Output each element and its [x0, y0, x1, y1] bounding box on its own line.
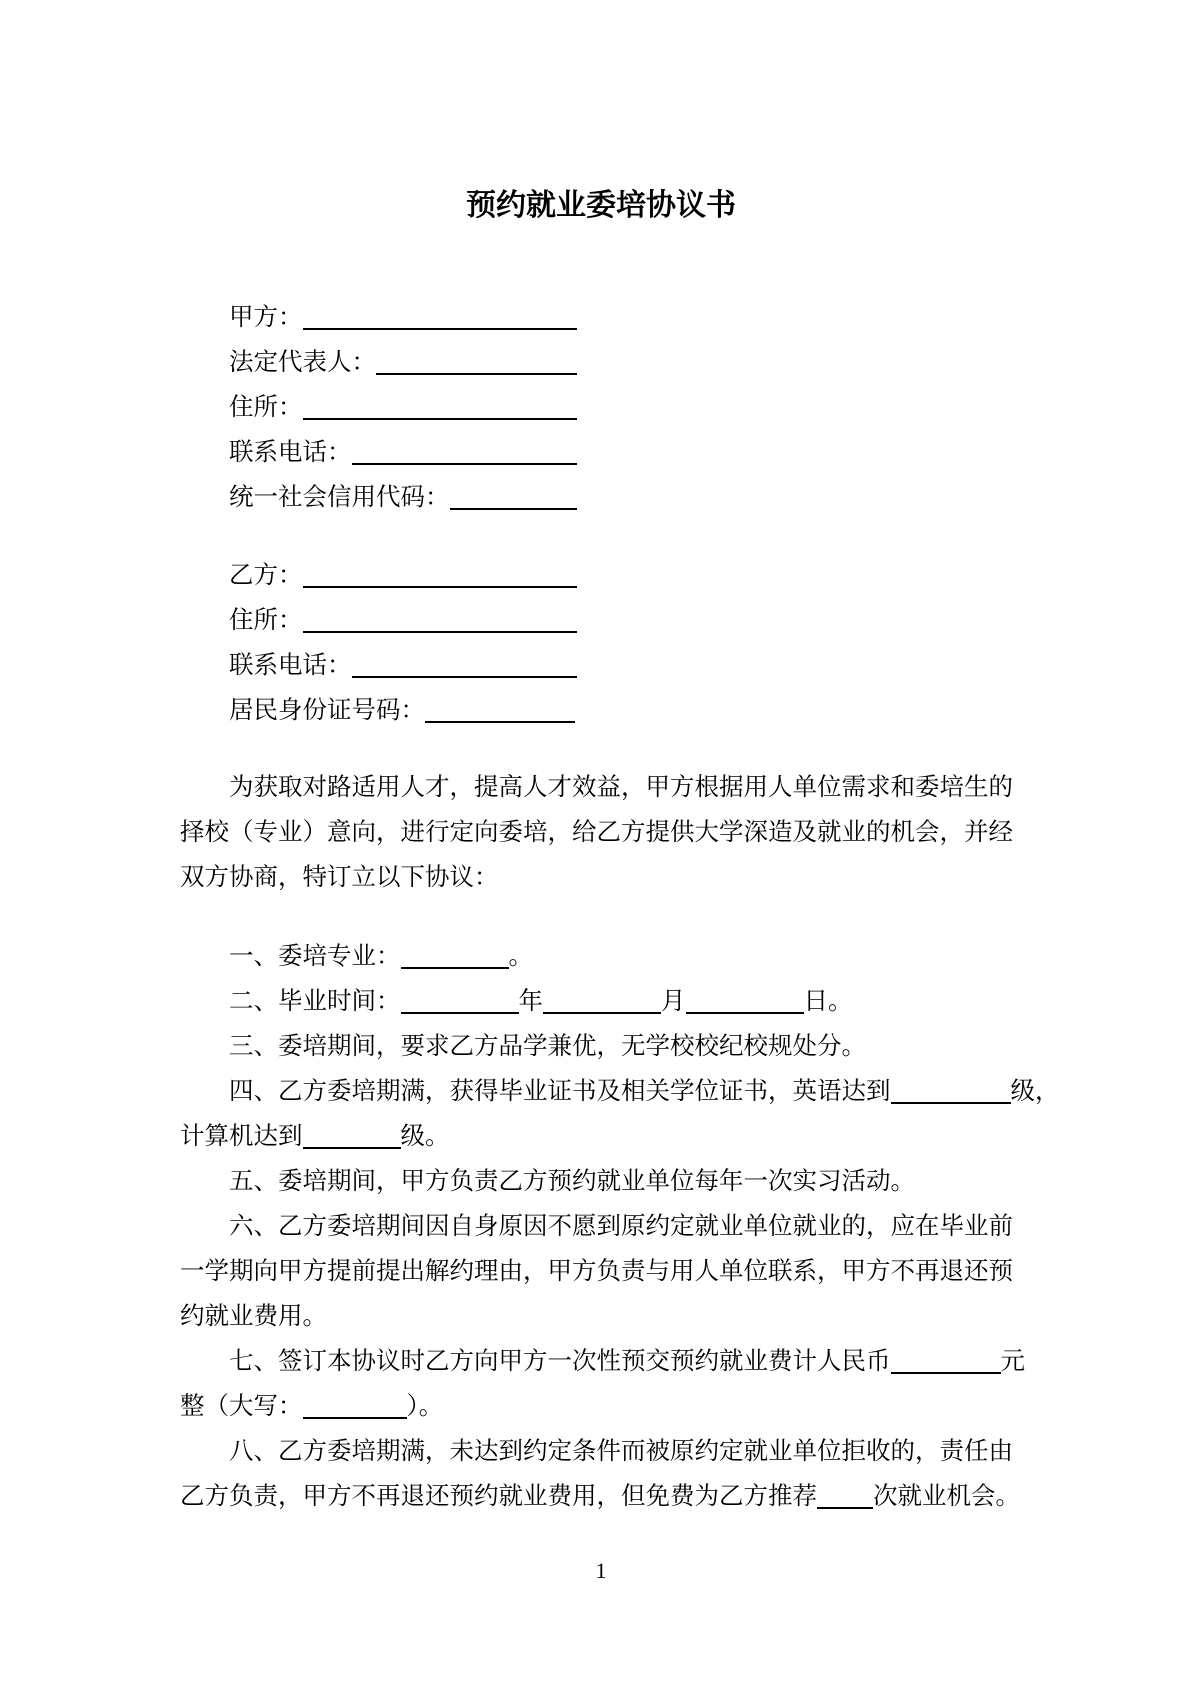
clause-line — [180, 1429, 1022, 1474]
line-text: 八、乙方委培期满，未达到约定条件而被原约定就业单位拒收的，责任由 — [229, 1438, 1013, 1465]
line-text: 元 — [1000, 1348, 1025, 1375]
clause-line — [180, 1384, 1022, 1429]
line-text: 。 — [508, 943, 533, 970]
field-label: 法定代表人： — [229, 349, 376, 376]
document-title: 预约就业委培协议书 — [466, 189, 736, 222]
fill-in-blank — [425, 717, 575, 723]
form-field-line — [180, 688, 1022, 733]
fill-in-blank — [543, 1008, 661, 1014]
line-text: 约就业费用。 — [180, 1303, 327, 1330]
preamble-line — [180, 765, 1022, 810]
line-text: 三、委培期间，要求乙方品学兼优，无学校校纪校规处分。 — [229, 1033, 866, 1060]
clause-line — [180, 1024, 1022, 1069]
line-text: 整（大写： — [180, 1393, 303, 1420]
page-number: 1 — [595, 1558, 607, 1583]
field-label: 住所： — [229, 607, 303, 634]
field-label: 统一社会信用代码： — [229, 484, 450, 511]
party-a-fields — [180, 295, 1022, 520]
line-text: 级。 — [400, 1123, 450, 1150]
form-field-line — [180, 340, 1022, 385]
clause-line — [180, 1249, 1022, 1294]
clause-line — [180, 1204, 1022, 1249]
fill-in-blank — [303, 627, 577, 633]
fill-in-blank — [686, 1008, 804, 1014]
clause-line — [180, 1474, 1022, 1519]
preamble-line — [180, 810, 1022, 855]
field-label: 居民身份证号码： — [229, 697, 425, 724]
fill-in-blank — [891, 1098, 1011, 1104]
fill-in-blank — [352, 459, 577, 465]
line-text: 五、委培期间，甲方负责乙方预约就业单位每年一次实习活动。 — [229, 1168, 915, 1195]
form-field-line — [180, 385, 1022, 430]
fill-in-blank — [450, 504, 577, 510]
line-text: 级， — [1010, 1078, 1060, 1105]
line-text: 次就业机会。 — [873, 1483, 1020, 1510]
clause-line — [180, 1159, 1022, 1204]
line-text: ）。 — [406, 1393, 444, 1420]
line-text: 一学期向甲方提前提出解约理由，甲方负责与用人单位联系，甲方不再退还预 — [180, 1258, 1013, 1285]
form-field-line — [180, 643, 1022, 688]
line-text: 七、签订本协议时乙方向甲方一次性预交预约就业费计人民币 — [229, 1348, 891, 1375]
clause-line — [180, 1114, 1022, 1159]
clause-line — [180, 1294, 1022, 1339]
field-label: 甲方： — [229, 304, 303, 331]
form-field-line — [180, 553, 1022, 598]
line-text: 一、委培专业： — [229, 943, 401, 970]
preamble-line — [180, 855, 1022, 900]
line-text: 四、乙方委培期满，获得毕业证书及相关学位证书，英语达到 — [229, 1078, 891, 1105]
fill-in-blank — [817, 1503, 873, 1509]
line-text: 年 — [518, 988, 543, 1015]
fill-in-blank — [401, 963, 509, 969]
clause-line — [180, 934, 1022, 979]
line-text: 为获取对路适用人才，提高人才效益，甲方根据用人单位需求和委培生的 — [229, 774, 1013, 801]
line-text: 乙方负责，甲方不再退还预约就业费用，但免费为乙方推荐 — [180, 1483, 817, 1510]
fill-in-blank — [303, 414, 577, 420]
preamble-paragraph — [180, 765, 1022, 900]
party-b-fields — [180, 553, 1022, 733]
clause-line — [180, 1339, 1025, 1384]
clause-line — [180, 1069, 1060, 1114]
line-text: 日。 — [803, 988, 853, 1015]
line-text: 计算机达到 — [180, 1123, 303, 1150]
line-text: 六、乙方委培期间因自身原因不愿到原约定就业单位就业的，应在毕业前 — [229, 1213, 1013, 1240]
fill-in-blank — [401, 1008, 519, 1014]
clauses-section — [180, 934, 1060, 1519]
fill-in-blank — [303, 582, 577, 588]
line-text: 双方协商，特订立以下协议： — [180, 864, 499, 891]
field-label: 联系电话： — [229, 652, 352, 679]
fill-in-blank — [376, 369, 577, 375]
fill-in-blank — [303, 324, 577, 330]
fill-in-blank — [891, 1368, 1001, 1374]
form-field-line — [180, 598, 1022, 643]
clause-line — [180, 979, 1022, 1024]
line-text: 月 — [661, 988, 686, 1015]
form-field-line — [180, 430, 1022, 475]
form-field-line — [180, 475, 1022, 520]
line-text: 择校（专业）意向，进行定向委培，给乙方提供大学深造及就业的机会，并经 — [180, 819, 1013, 846]
fill-in-blank — [303, 1413, 407, 1419]
field-label: 联系电话： — [229, 439, 352, 466]
field-label: 乙方： — [229, 562, 303, 589]
fill-in-blank — [303, 1143, 401, 1149]
form-field-line — [180, 295, 1022, 340]
field-label: 住所： — [229, 394, 303, 421]
fill-in-blank — [352, 672, 577, 678]
line-text: 二、毕业时间： — [229, 988, 401, 1015]
